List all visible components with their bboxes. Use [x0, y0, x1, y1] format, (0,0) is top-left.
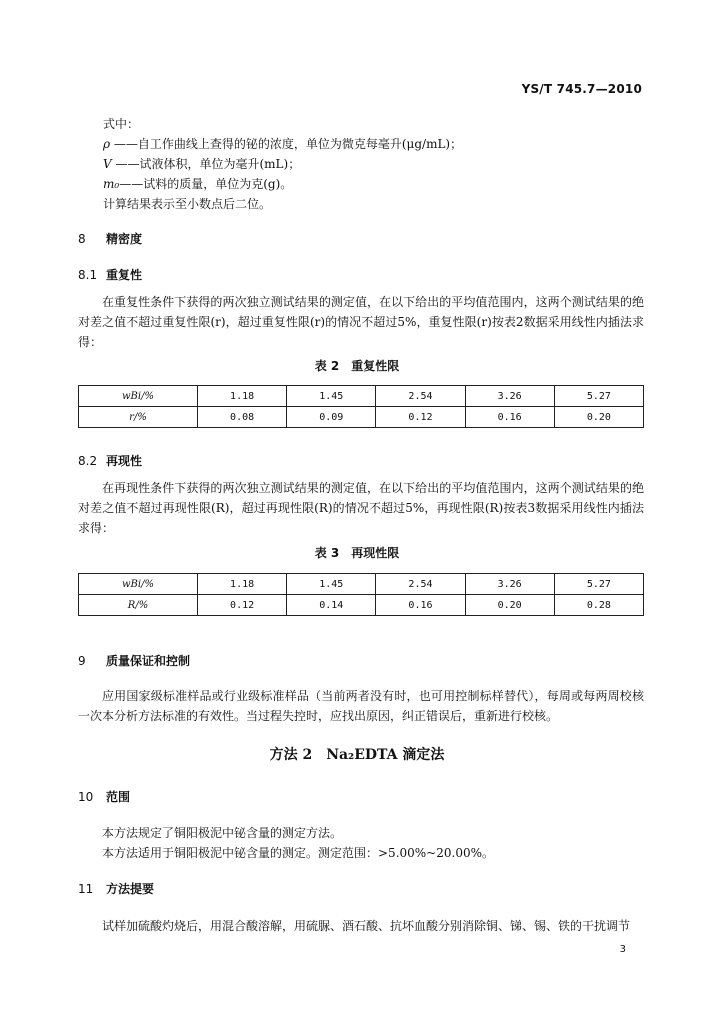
table-cell: 1.18: [198, 386, 287, 407]
table-row: [79, 407, 644, 428]
page-number: 3: [619, 944, 626, 955]
calculation-note: 计算结果表示至小数点后二位。: [103, 197, 272, 211]
table-cell: 0.09: [287, 407, 376, 428]
legend-symbol-rho: ρ: [103, 137, 111, 151]
table-cell: 0.16: [465, 407, 554, 428]
legend-symbol-volume: V: [103, 157, 112, 171]
table-cell: 0.12: [198, 595, 287, 616]
legend-item-rho: [103, 134, 462, 154]
table-row: [79, 595, 644, 616]
table-row: [79, 386, 644, 407]
table-row-label: R/%: [79, 595, 198, 616]
table-row: [79, 574, 644, 595]
legend-item-mass: [103, 174, 292, 194]
section-9-heading: [78, 652, 190, 669]
section-9-number: 9: [78, 654, 86, 668]
section-8-1-heading: [78, 266, 142, 283]
section-8-1-title: 重复性: [106, 268, 143, 282]
section-8-1-number: 8.1: [78, 268, 98, 282]
legend-item-volume: [103, 154, 300, 174]
table-cell: 0.08: [198, 407, 287, 428]
legend-text-mass: ——试料的质量，单位为克(g)。: [119, 177, 293, 191]
scope-line-2: 本方法适用于铜阳极泥中铋含量的测定。测定范围：>5.00%~20.00%。: [102, 846, 494, 860]
section-8-heading: [78, 230, 142, 247]
table-row-label: r/%: [79, 407, 198, 428]
table-cell: 0.16: [376, 595, 465, 616]
legend-symbol-mass: m₀: [103, 177, 120, 191]
table-cell: 5.27: [554, 386, 643, 407]
method-principle-paragraph: 试样加硫酸灼烧后，用混合酸溶解，用硫脲、酒石酸、抗坏血酸分别消除铜、锑、锡、铁的干扰调节: [102, 919, 631, 933]
table-2-caption: 表 2 重复性限: [314, 359, 400, 373]
table-cell: 2.54: [376, 386, 465, 407]
table-cell: 5.27: [554, 574, 643, 595]
section-8-title: 精密度: [106, 232, 143, 246]
formula-legend-intro: 式中：: [103, 117, 140, 131]
section-8-2-title: 再现性: [106, 454, 143, 468]
table-cell: 0.14: [287, 595, 376, 616]
method-2-title: 方法 2 Na₂EDTA 滴定法: [269, 747, 445, 763]
section-11-number: 11: [78, 882, 94, 896]
table-cell: 0.20: [465, 595, 554, 616]
table-cell: 1.18: [198, 574, 287, 595]
repeatability-table: [78, 385, 644, 428]
table-cell: 0.20: [554, 407, 643, 428]
section-9-title: 质量保证和控制: [106, 654, 191, 668]
quality-control-paragraph: 应用国家级标准样品或行业级标准样品（当前两者没有时，也可用控制标样替代），每周或每两周校核一次本分析方法标准的有效性。当过程失控时，应找出原因，纠正错误后，重新进行校核。: [78, 689, 644, 723]
table-cell: 3.26: [465, 386, 554, 407]
scope-line-1: 本方法规定了铜阳极泥中铋含量的测定方法。: [102, 826, 343, 840]
section-10-title: 范围: [106, 790, 131, 804]
section-11-title: 方法提要: [106, 882, 155, 896]
legend-text-volume: ——试液体积，单位为毫升(mL)；: [111, 157, 301, 171]
reproducibility-paragraph: 在再现性条件下获得的两次独立测试结果的测定值，在以下给出的平均值范围内，这两个测试结果的绝对差之值不超过再现性限(R)，超过再现性限(R)的情况不超过5%，再现性限(R)按表3数据采用线性内插法求得：: [78, 481, 644, 535]
table-row-label: wBi/%: [79, 574, 198, 595]
table-cell: 1.45: [287, 386, 376, 407]
section-8-2-number: 8.2: [78, 454, 98, 468]
repeatability-paragraph: 在重复性条件下获得的两次独立测试结果的测定值，在以下给出的平均值范围内，这两个测试结果的绝对差之值不超过重复性限(r)，超过重复性限(r)的情况不超过5%，重复性限(r)按表2数据采用线性内插法求得：: [78, 295, 644, 349]
table-cell: 3.26: [465, 574, 554, 595]
table-cell: 2.54: [376, 574, 465, 595]
standard-number: YS/T 745.7—2010: [521, 82, 642, 96]
table-3-caption: 表 3 再现性限: [314, 546, 400, 560]
section-11-heading: [78, 880, 154, 897]
reproducibility-table: [78, 573, 644, 616]
section-10-number: 10: [78, 790, 94, 804]
table-cell: 1.45: [287, 574, 376, 595]
section-8-number: 8: [78, 232, 86, 246]
table-cell: 0.12: [376, 407, 465, 428]
section-10-heading: [78, 788, 130, 805]
table-cell: 0.28: [554, 595, 643, 616]
section-8-2-heading: [78, 452, 142, 469]
legend-text-rho: ——自工作曲线上查得的铋的浓度，单位为微克每毫升(μg/mL)；: [110, 137, 463, 151]
table-row-label: wBi/%: [79, 386, 198, 407]
